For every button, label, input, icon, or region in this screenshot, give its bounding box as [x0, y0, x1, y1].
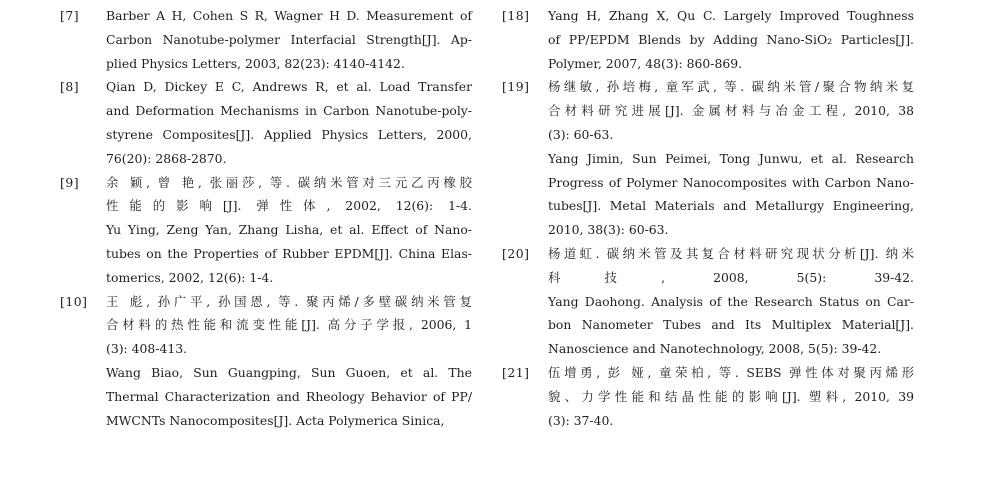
- reference-line: Yu Ying, Zeng Yan, Zhang Lisha, et al. Effect of Nano-: [106, 222, 472, 238]
- reference-line: Progress of Polymer Nanocomposites with Carbon Nano-: [548, 174, 914, 190]
- reference-line: 貌、力学性能和结晶性能的影响[J]. 塑料, 2010, 39: [548, 388, 914, 404]
- reference-line: 科技, 2008, 5(5): 39-42.: [548, 269, 914, 285]
- reference-line: 杨道虹. 碳纳米管及其复合材料研究现状分析[J]. 纳米: [548, 245, 914, 261]
- reference-line: tubes on the Properties of Rubber EPDM[J]. China Elas-: [106, 245, 472, 261]
- reference-number: [20]: [502, 245, 530, 261]
- reference-line: 性能的影响[J]. 弹性体, 2002, 12(6): 1-4.: [106, 198, 472, 214]
- reference-line: 杨继敏, 孙培梅, 童军武, 等. 碳纳米管/聚合物纳米复: [548, 79, 914, 95]
- reference-line: (3): 60-63.: [548, 126, 614, 142]
- reference-line: Qian D, Dickey E C, Andrews R, et al. Load Transfer: [106, 79, 472, 95]
- reference-line: Wang Biao, Sun Guangping, Sun Guoen, et al. The: [106, 364, 472, 380]
- reference-line: 合材料研究进展[J]. 金属材料与冶金工程, 2010, 38: [548, 103, 914, 119]
- reference-line: 2010, 38(3): 60-63.: [548, 222, 669, 238]
- reference-number: [8]: [60, 79, 80, 95]
- reference-line: (3): 37-40.: [548, 412, 614, 428]
- reference-line: and Deformation Mechanisms in Carbon Nanotube-poly-: [106, 103, 472, 119]
- reference-entry: [502, 242, 914, 361]
- reference-line: bon Nanometer Tubes and Its Multiplex Material[J].: [548, 317, 914, 333]
- reference-line: 合材料的热性能和流变性能[J]. 高分子学报, 2006, 1: [106, 317, 472, 333]
- reference-line: plied Physics Letters, 2003, 82(23): 4140-4142.: [106, 55, 405, 71]
- reference-line: 王 彪, 孙广平, 孙国恩, 等. 聚丙烯/多壁碳纳米管复: [106, 293, 472, 309]
- reference-entry: [502, 4, 914, 75]
- reference-line: Barber A H, Cohen S R, Wagner H D. Measurement of: [106, 8, 472, 23]
- reference-line: Polymer, 2007, 48(3): 860-869.: [548, 55, 743, 71]
- reference-line: Carbon Nanotube-polymer Interfacial Strength[J]. Ap-: [106, 31, 472, 47]
- reference-number: [7]: [60, 8, 80, 23]
- reference-entry: [60, 171, 472, 290]
- reference-line: Yang H, Zhang X, Qu C. Largely Improved Toughness: [548, 8, 914, 23]
- reference-line: Thermal Characterization and Rheology Behavior of PP/: [106, 388, 472, 404]
- reference-entry: [502, 75, 914, 242]
- reference-line: tubes[J]. Metal Materials and Metallurgy Engineering,: [548, 198, 914, 214]
- reference-line: tomerics, 2002, 12(6): 1-4.: [106, 269, 274, 285]
- reference-number: [19]: [502, 79, 530, 95]
- reference-entry: [60, 4, 472, 75]
- reference-line: Nanoscience and Nanotechnology, 2008, 5(5): 39-42.: [548, 341, 882, 357]
- reference-line: Yang Daohong. Analysis of the Research Status on Car-: [548, 293, 914, 309]
- reference-line: 伍增勇, 彭 娅, 童荣柏, 等. SEBS 弹性体对聚丙烯形: [548, 364, 914, 380]
- reference-line: of PP/EPDM Blends by Adding Nano-SiO₂ Particles[J].: [548, 31, 914, 47]
- reference-line: (3): 408-413.: [106, 341, 188, 357]
- reference-line: MWCNTs Nanocomposites[J]. Acta Polymerica Sinica,: [106, 412, 445, 428]
- reference-entry: [60, 75, 472, 170]
- reference-number: [9]: [60, 174, 80, 190]
- reference-column-right: [502, 4, 914, 432]
- reference-entry: [502, 361, 914, 432]
- reference-column-left: [60, 4, 472, 432]
- reference-number: [21]: [502, 364, 530, 380]
- reference-number: [10]: [60, 293, 88, 309]
- reference-entry: [60, 290, 472, 433]
- reference-line: Yang Jimin, Sun Peimei, Tong Junwu, et al. Research: [548, 150, 914, 166]
- reference-line: styrene Composites[J]. Applied Physics Letters, 2000,: [106, 126, 472, 142]
- reference-line: 76(20): 2868-2870.: [106, 150, 227, 166]
- reference-number: [18]: [502, 8, 530, 23]
- reference-line: 余 颖, 曾 艳, 张丽莎, 等. 碳纳米管对三元乙丙橡胶: [106, 174, 472, 190]
